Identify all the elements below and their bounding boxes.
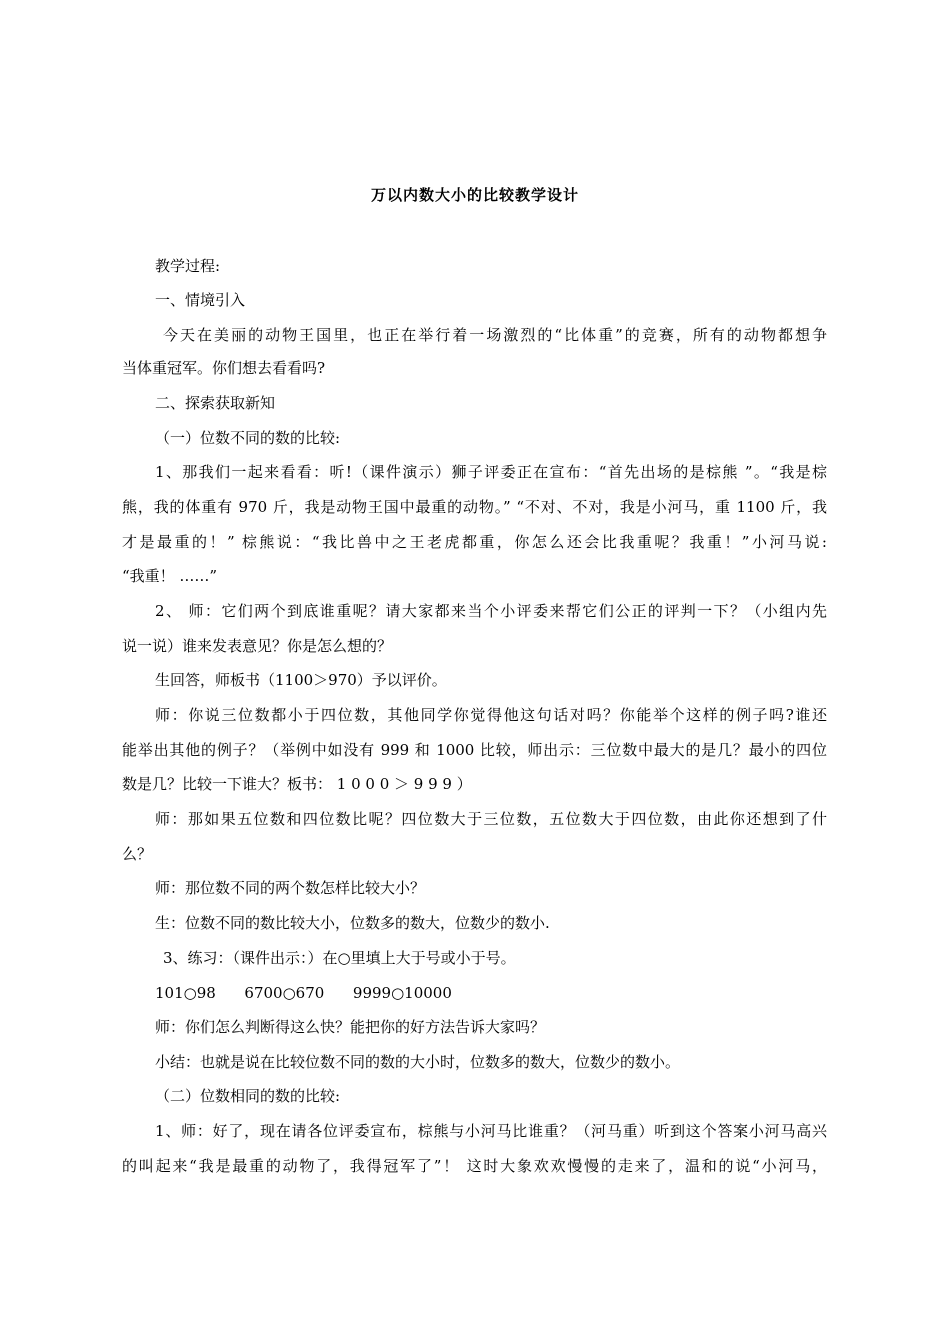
text-line: 师：你说三位数都小于四位数，其他同学你觉得他这句话对吗？你能举个这样的例子吗?谁还 xyxy=(155,706,827,724)
summary-line: 小结：也就是说在比较位数不同的数的大小时，位数多的数大，位数少的数小。 xyxy=(155,1053,681,1071)
text-line: 能举出其他的例子？（举例中如没有 999 和 1000 比较，师出示：三位数中最大的是几？最小的四位 xyxy=(122,741,827,759)
text-line: 才是最重的！” 棕熊说：“我比兽中之王老虎都重，你怎么还会比我重呢？我重！”小河马说: xyxy=(122,533,827,551)
subsection-heading: （一）位数不同的数的比较: xyxy=(155,429,341,447)
text-line: 说一说）谁来发表意见？你是怎么想的？ xyxy=(122,637,393,655)
text-line: 1、那我们一起来看看：听!（课件演示）狮子评委正在宣布：“首先出场的是棕熊 ”。“我是棕 xyxy=(155,463,827,481)
text-line: 么？ xyxy=(122,845,153,863)
subsection-heading: （二）位数相同的数的比较: xyxy=(155,1087,341,1105)
exercise-items: 101○98 6700○670 9999○10000 xyxy=(155,984,452,1002)
text-line: 师：那位数不同的两个数怎样比较大小？ xyxy=(155,879,426,897)
section-heading: 二、探索获取新知 xyxy=(155,394,276,412)
text-line: 今天在美丽的动物王国里，也正在举行着一场激烈的“比体重”的竞赛，所有的动物都想争 xyxy=(163,326,827,344)
section-heading: 一、情境引入 xyxy=(155,291,246,309)
exercise-heading: 3、练习：（课件出示：）在○里填上大于号或小于号。 xyxy=(163,949,516,967)
text-line: 师：那如果五位数和四位数比呢？四位数大于三位数，五位数大于四位数，由此你还想到了什 xyxy=(155,810,827,828)
document-title: 万以内数大小的比较教学设计 xyxy=(370,186,579,204)
text-line: 当体重冠军。你们想去看看吗? xyxy=(122,359,326,377)
text-line: 生回答，师板书（1100＞970）予以评价。 xyxy=(155,671,447,689)
text-line: 生：位数不同的数比较大小，位数多的数大，位数少的数小. xyxy=(155,914,550,932)
text-line: 数是几？比较一下谁大？板书： 1 0 0 0 ＞ 9 9 9 ） xyxy=(122,775,472,793)
text-line: 师：你们怎么判断得这么快？能把你的好方法告诉大家吗？ xyxy=(155,1018,546,1036)
text-line: 2、 师：它们两个到底谁重呢？请大家都来当个小评委来帮它们公正的评判一下？（小组内先 xyxy=(155,602,827,620)
text-line: “我重！ ……” xyxy=(122,567,218,585)
text-line: 的叫起来“我是最重的动物了，我得冠军了”！ 这时大象欢欢慢慢的走来了，温和的说“小河马， xyxy=(122,1157,827,1175)
text-line: 熊，我的体重有 970 斤，我是动物王国中最重的动物。” “不对、不对，我是小河马，重 1100 斤，我 xyxy=(122,498,827,516)
text-line: 1、师：好了，现在请各位评委宣布，棕熊与小河马比谁重？（河马重）听到这个答案小河马高兴 xyxy=(155,1122,827,1140)
text-line: 教学过程: xyxy=(155,257,221,275)
